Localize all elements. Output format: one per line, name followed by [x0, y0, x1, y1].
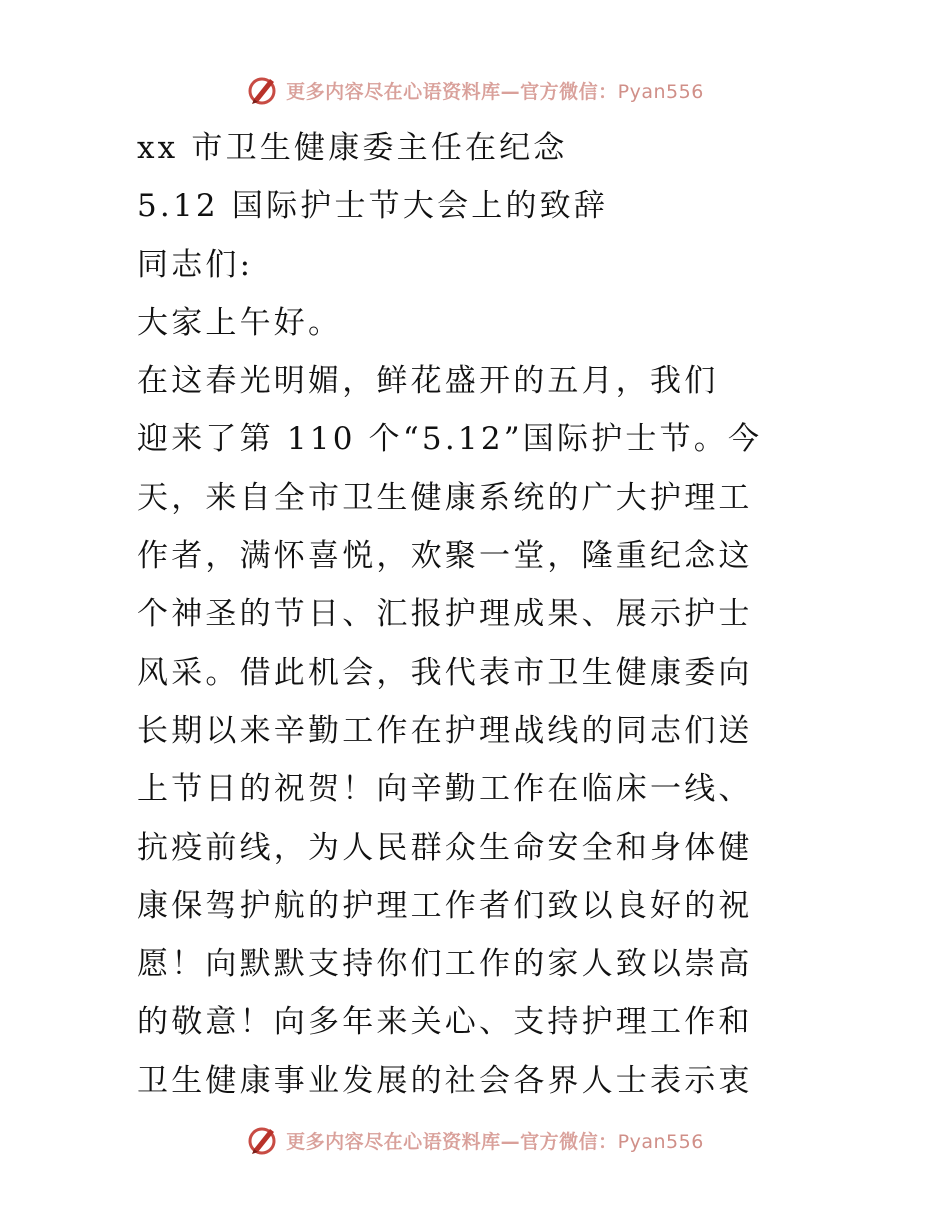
wechat-id: Pyan556 — [617, 1130, 704, 1153]
title-line-2: 5.12 国际护士节大会上的致辞 — [137, 188, 609, 225]
title-line-1: xx 市卫生健康委主任在纪念 — [137, 130, 568, 166]
watermark-text: 更多内容尽在心语资料库—官方微信：Pyan556 — [286, 80, 704, 103]
body-line: 迎来了第 110 个“5.12”国际护士节。今 — [137, 421, 763, 458]
greeting: 大家上午好。 — [137, 304, 343, 341]
watermark-text: 更多内容尽在心语资料库—官方微信：Pyan556 — [286, 1130, 704, 1153]
pen-logo-icon — [246, 73, 280, 107]
body-line: 天，来自全市卫生健康系统的广大护理工 — [137, 479, 753, 516]
body-line: 个神圣的节日、汇报护理成果、展示护士 — [137, 596, 753, 633]
body-line: 抗疫前线，为人民群众生命安全和身体健 — [137, 829, 753, 866]
body-line: 作者，满怀喜悦，欢聚一堂，隆重纪念这 — [137, 538, 753, 575]
salutation: 同志们: — [137, 246, 254, 283]
body-line: 康保驾护航的护理工作者们致以良好的祝 — [137, 887, 753, 924]
body-line: 风采。借此机会，我代表市卫生健康委向 — [137, 654, 753, 691]
watermark-footer — [0, 1120, 950, 1160]
body-line: 卫生健康事业发展的社会各界人士表示衷 — [137, 1062, 753, 1099]
body-line: 的敬意！向多年来关心、支持护理工作和 — [137, 1004, 753, 1041]
body-line: 在这春光明媚，鲜花盛开的五月，我们 — [137, 363, 719, 400]
body-line: 长期以来辛勤工作在护理战线的同志们送 — [137, 712, 753, 749]
body-line: 愿！向默默支持你们工作的家人致以崇高 — [137, 946, 753, 983]
body-line: 上节日的祝贺！向辛勤工作在临床一线、 — [137, 771, 753, 808]
watermark-header — [0, 70, 950, 110]
document-body — [137, 119, 837, 1110]
wechat-id: Pyan556 — [617, 80, 704, 103]
pen-logo-icon — [246, 1123, 280, 1157]
